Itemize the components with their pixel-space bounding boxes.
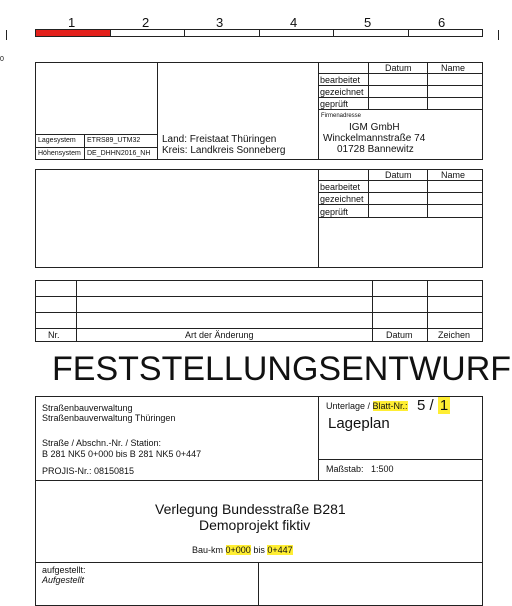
header-datum: Datum	[385, 63, 412, 73]
unterlage-line	[326, 402, 408, 411]
divider	[318, 180, 483, 181]
divider	[157, 62, 158, 160]
col-art: Art der Änderung	[185, 330, 254, 340]
info-box	[35, 169, 483, 268]
main-title: FESTSTELLUNGSENTWURF	[52, 350, 512, 388]
divider	[318, 62, 319, 160]
divider	[35, 562, 483, 563]
divider	[318, 85, 483, 86]
side-mark: 0	[0, 56, 4, 63]
divider	[35, 328, 483, 329]
blatt-no: 1	[439, 397, 449, 414]
side-tick-left	[6, 30, 7, 40]
firma-name: IGM GmbH	[349, 122, 400, 133]
divider	[318, 396, 319, 480]
divider	[368, 62, 369, 109]
lagesystem-label: Lagesystem	[38, 137, 76, 144]
divider	[35, 480, 483, 481]
scale-segment	[409, 30, 483, 36]
scale-number-4: 4	[290, 15, 298, 30]
lagesystem-value: ETRS89_UTM32	[87, 137, 141, 144]
row-gezeichnet: gezeichnet	[320, 194, 364, 204]
divider	[318, 73, 483, 74]
firmenadresse-label: Firmenadresse	[321, 113, 362, 119]
strasse-value: B 281 NK5 0+000 bis B 281 NK5 0+447	[42, 449, 202, 459]
scale-segment	[185, 30, 260, 36]
header-datum: Datum	[385, 170, 412, 180]
divider	[368, 169, 369, 217]
divider	[76, 280, 77, 342]
baukm-line	[192, 546, 293, 555]
strasse-label: Straße / Abschn.-Nr. / Station:	[42, 438, 162, 448]
divider	[318, 109, 483, 110]
projis-text: PROJIS-Nr.: 08150815	[42, 466, 135, 476]
divider	[35, 147, 157, 148]
col-nr: Nr.	[48, 330, 60, 340]
divider	[84, 134, 85, 160]
scale-number-3: 3	[216, 15, 224, 30]
divider	[427, 62, 428, 109]
unterlage-no: 5	[417, 397, 426, 414]
massstab-value: 1:500	[371, 464, 394, 474]
baukm-label: Bau-km	[192, 545, 224, 555]
divider	[318, 97, 483, 98]
firma-strasse: Winckelmannstraße 74	[323, 133, 426, 144]
divider	[318, 192, 483, 193]
divider	[318, 459, 483, 460]
hoehensystem-label: Höhensystem	[38, 150, 81, 157]
row-geprueft: geprüft	[320, 207, 349, 217]
row-bearbeitet: bearbeitet	[320, 75, 361, 85]
scale-number-5: 5	[364, 15, 372, 30]
divider	[318, 169, 319, 268]
scale-number-6: 6	[438, 15, 446, 30]
project-title-1: Verlegung Bundesstraße B281	[155, 501, 346, 517]
kreis-text: Kreis: Landkreis Sonneberg	[162, 145, 286, 156]
scale-segment	[334, 30, 409, 36]
baukm-bis: bis	[253, 545, 265, 555]
divider	[35, 312, 483, 313]
firma-ort: 01728 Bannewitz	[337, 144, 414, 155]
divider	[258, 562, 259, 606]
unterlage-numbers	[417, 398, 450, 413]
scale-segment	[111, 30, 186, 36]
plan-name: Lageplan	[328, 415, 390, 432]
divider	[427, 280, 428, 342]
header-name: Name	[441, 63, 466, 73]
row-geprueft: geprüft	[320, 99, 349, 109]
divider	[427, 169, 428, 217]
changes-table	[35, 280, 483, 342]
divider	[318, 217, 483, 218]
scale-segment-active	[36, 30, 111, 36]
aufgestellt-label: aufgestellt:	[42, 565, 86, 575]
col-zeichen: Zeichen	[438, 330, 471, 340]
massstab-label: Maßstab:	[326, 464, 364, 474]
blatt-label: Blatt-Nr.:	[372, 401, 408, 411]
divider	[35, 296, 483, 297]
row-gezeichnet: gezeichnet	[320, 87, 364, 97]
hoehensystem-value: DE_DHHN2016_NH	[87, 150, 151, 157]
divider	[35, 134, 157, 135]
col-datum: Datum	[386, 330, 413, 340]
scale-segment	[260, 30, 335, 36]
scale-bar	[35, 29, 483, 37]
scale-number-2: 2	[142, 15, 150, 30]
baukm-from: 0+000	[225, 545, 251, 555]
aufgestellt-value: Aufgestellt	[42, 575, 85, 585]
divider	[318, 204, 483, 205]
baukm-to: 0+447	[267, 545, 293, 555]
admin-line-2: Straßenbauverwaltung Thüringen	[42, 413, 176, 423]
admin-line-1: Straßenbauverwaltung	[42, 403, 133, 413]
scale-number-1: 1	[68, 15, 76, 30]
unterlage-label: Unterlage /	[326, 401, 373, 411]
header-name: Name	[441, 170, 466, 180]
land-text: Land: Freistaat Thüringen	[162, 134, 277, 145]
row-bearbeitet: bearbeitet	[320, 182, 361, 192]
number-slash: /	[429, 397, 434, 414]
project-title-2: Demoprojekt fiktiv	[199, 517, 311, 533]
side-tick-right	[498, 30, 499, 40]
divider	[372, 280, 373, 342]
